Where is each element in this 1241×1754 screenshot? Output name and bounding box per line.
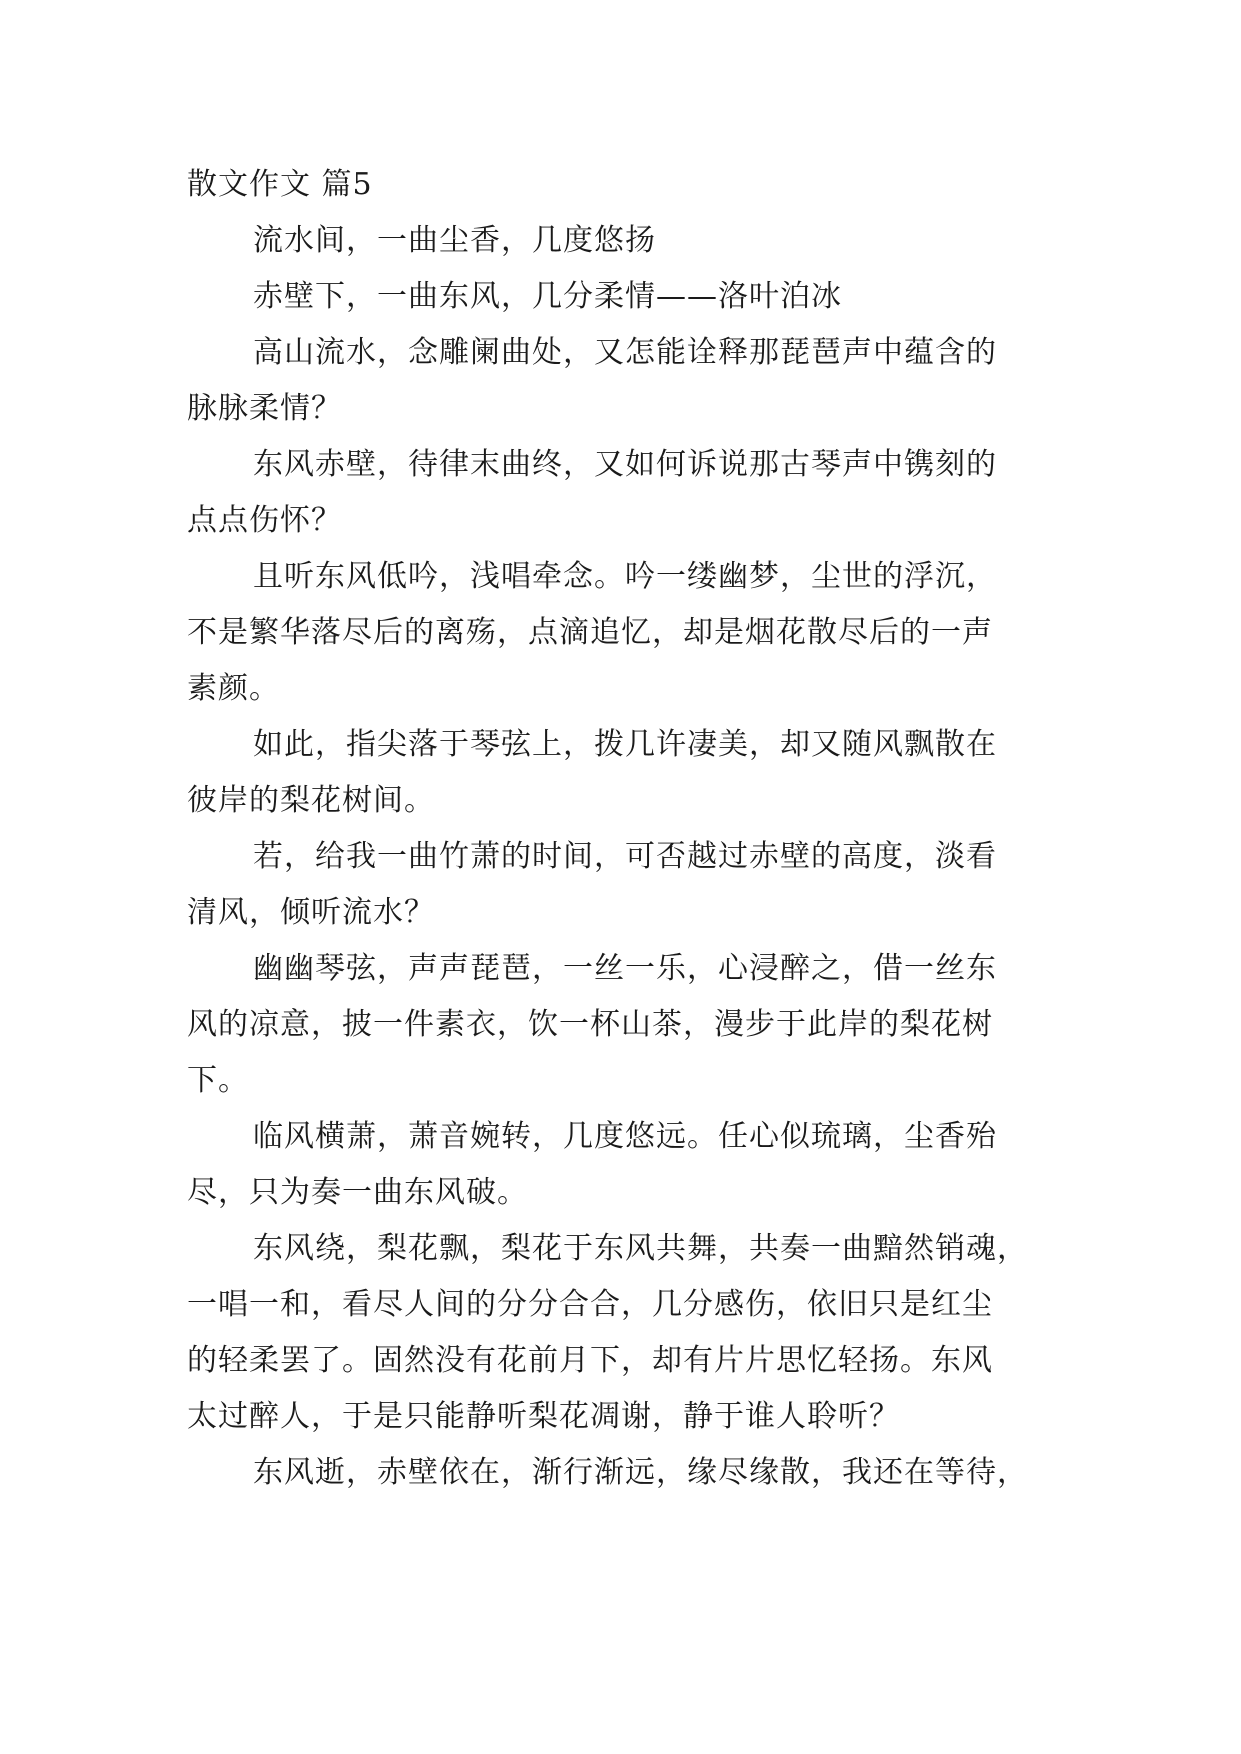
paragraph-line: 赤壁下，一曲东风，几分柔情——洛叶泊冰	[253, 279, 842, 314]
paragraph-line: 幽幽琴弦，声声琵琶，一丝一乐，心浸醉之，借一丝东	[253, 951, 997, 986]
paragraph-line: 不是繁华落尽后的离殇，点滴追忆，却是烟花散尽后的一声	[187, 615, 993, 650]
paragraph-line: 东风绕，梨花飘，梨花于东风共舞，共奏一曲黯然销魂，	[253, 1231, 1028, 1266]
paragraph-line: 流水间，一曲尘香，几度悠扬	[253, 223, 656, 258]
paragraph-line: 的轻柔罢了。固然没有花前月下，却有片片思忆轻扬。东风	[187, 1343, 993, 1378]
paragraph-line: 东风赤壁，待律末曲终，又如何诉说那古琴声中镌刻的	[253, 447, 997, 482]
paragraph-line: 如此，指尖落于琴弦上，拨几许凄美，却又随风飘散在	[253, 727, 997, 762]
paragraph-line: 下。	[187, 1063, 249, 1098]
paragraph-line: 点点伤怀？	[187, 503, 342, 538]
paragraph-line: 高山流水，念雕阑曲处，又怎能诠释那琵琶声中蕴含的	[253, 335, 997, 370]
paragraph-line: 脉脉柔情？	[187, 391, 342, 426]
paragraph-line: 东风逝，赤壁依在，渐行渐远，缘尽缘散，我还在等待，	[253, 1455, 1028, 1490]
paragraph-line: 一唱一和，看尽人间的分分合合，几分感伤，依旧只是红尘	[187, 1287, 993, 1322]
paragraph-line: 清风，倾听流水？	[187, 895, 435, 930]
paragraph-line: 且听东风低吟，浅唱牵念。吟一缕幽梦，尘世的浮沉，	[253, 559, 997, 594]
document-page	[187, 157, 1057, 1501]
paragraph-line: 彼岸的梨花树间。	[187, 783, 435, 818]
document-heading: 散文作文 篇5	[187, 167, 373, 202]
paragraph-line: 临风横萧，萧音婉转，几度悠远。任心似琉璃，尘香殆	[253, 1119, 997, 1154]
paragraph-line: 风的凉意，披一件素衣，饮一杯山茶，漫步于此岸的梨花树	[187, 1007, 993, 1042]
paragraph-line: 若，给我一曲竹萧的时间，可否越过赤壁的高度，淡看	[253, 839, 997, 874]
paragraph-line: 素颜。	[187, 671, 280, 706]
paragraph-line: 太过醉人，于是只能静听梨花凋谢，静于谁人聆听？	[187, 1399, 900, 1434]
paragraph-line: 尽，只为奏一曲东风破。	[187, 1175, 528, 1210]
